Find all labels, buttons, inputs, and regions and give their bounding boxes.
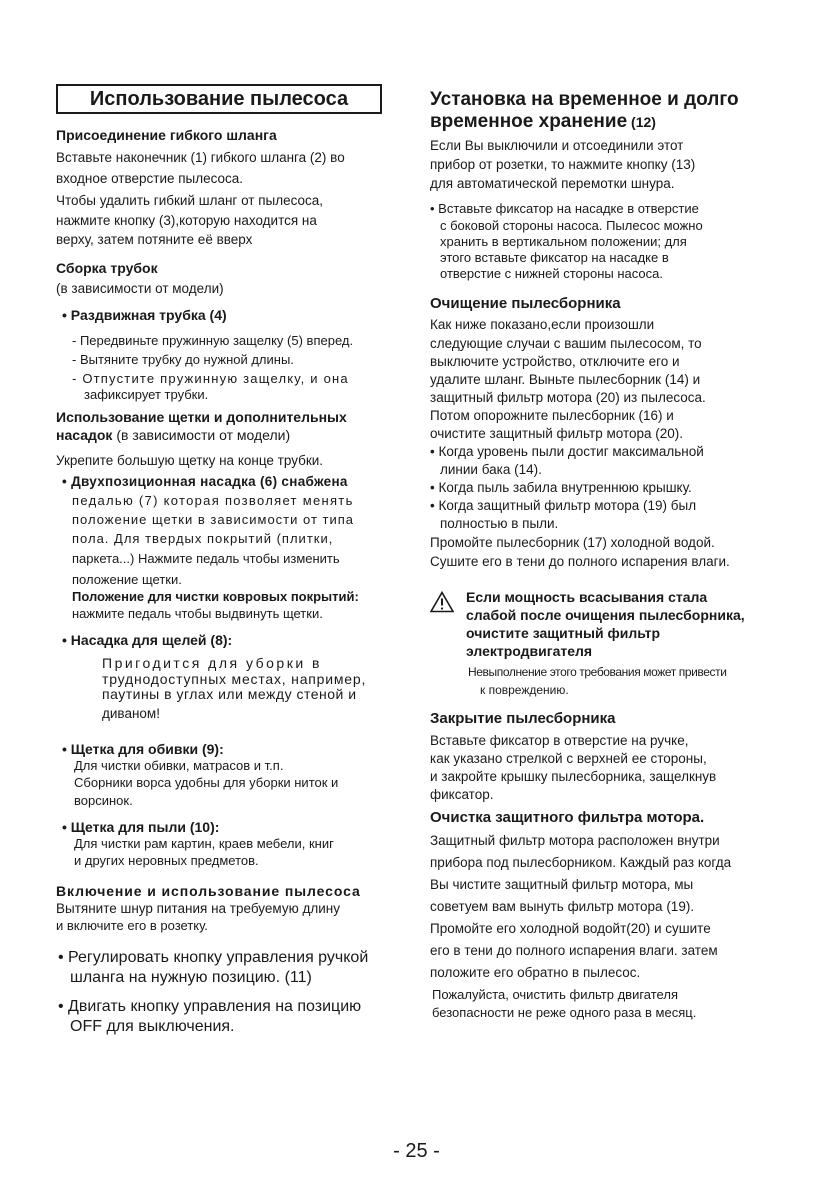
hose-line: Вставьте наконечник (1) гибкого шланга (2) во [56, 150, 345, 165]
dustbin-line: • Когда защитный фильтр мотора (19) был [430, 498, 697, 513]
tube-step: - Отпустите пружинную защелку, и она [72, 371, 349, 386]
carpet-position-title: Положение для чистки ковровых покрытий: [72, 589, 359, 604]
filter-line: его в тени до полного испарения влаги. затем [430, 943, 718, 958]
brush-heading-2 [56, 427, 290, 443]
warning-line: Если мощность всасывания стала [466, 589, 708, 605]
dust-brush-line: и других неровных предметов. [74, 853, 259, 868]
brush-line: паркета...) Нажмите педаль чтобы изменить [72, 551, 340, 566]
brush-intro: Укрепите большую щетку на конце трубки. [56, 453, 324, 468]
dustbin-line: Промойте пылесборник (17) холодной водой. [430, 535, 715, 550]
hose-line: нажмите кнопку (3),которую находится на [56, 213, 317, 228]
dustbin-line: удалите шланг. Выньте пылесборник (14) и [430, 372, 701, 387]
filter-line: Вы чистите защитный фильтр мотора, мы [430, 877, 694, 892]
brush-line: пола. Для твердых покрытий (плитки, [72, 531, 334, 546]
close-line: и закройте крышку пылесборника, защелкнув [430, 769, 717, 784]
tube-step: - Вытяните трубку до нужной длины. [72, 352, 294, 367]
filter-line: Промойте его холодной водойт(20) и сушите [430, 921, 711, 936]
storage-bullet: хранить в вертикальном положении; для [440, 234, 687, 249]
tube-step: - Передвиньте пружинную защелку (5) вперед. [72, 333, 354, 348]
dustbin-line: полностью в пыли. [440, 516, 559, 531]
storage-bullet: • Вставьте фиксатор на насадке в отверстие [430, 201, 699, 216]
brush-heading-rest: (в зависимости от модели) [112, 427, 291, 443]
upholstery-line: Для чистки обивки, матрасов и т.п. [74, 758, 284, 773]
dust-brush-line: Для чистки рам картин, краев мебели, книг [74, 836, 334, 851]
dustbin-line: • Когда уровень пыли достиг максимальной [430, 444, 704, 459]
warning-note: Невыполнение этого требования может привести [468, 665, 727, 679]
dustbin-cleaning-heading: Очищение пылесборника [430, 295, 621, 312]
brush-line: педалью (7) которая позволяет менять [72, 493, 354, 508]
crevice-tool-title: • Насадка для щелей (8): [62, 632, 233, 648]
storage-bullet: с боковой стороны насоса. Пылесос можно [440, 218, 703, 233]
filter-line: прибора под пылесборником. Каждый раз когда [430, 855, 732, 870]
brush-heading-bold: насадок [56, 427, 113, 443]
warning-icon [430, 591, 454, 613]
section-title-box: Использование пылесоса [56, 84, 382, 114]
tubes-subheading: (в зависимости от модели) [56, 281, 224, 296]
close-line: фиксатор. [430, 787, 494, 802]
regulate-line: • Регулировать кнопку управления ручкой [58, 949, 369, 966]
dustbin-line: выключите устройство, отключите его и [430, 354, 680, 369]
close-line: как указано стрелкой с верхней ее стороны, [430, 751, 707, 766]
hose-line: Чтобы удалить гибкий шланг от пылесоса, [56, 193, 324, 208]
storage-intro: для автоматической перемотки шнура. [430, 176, 675, 191]
dustbin-line: следующие случаи с вашим пылесосом, то [430, 336, 702, 351]
dustbin-line: Как ниже показано,если произошли [430, 317, 655, 332]
dust-brush-title: • Щетка для пыли (10): [62, 819, 220, 835]
switch-on-line: и включите его в розетку. [56, 918, 208, 933]
page-number: - 25 - [393, 1140, 440, 1162]
crevice-line: паутины в углах или между стеной и [102, 686, 357, 702]
off-line: • Двигать кнопку управления на позицию [58, 998, 362, 1015]
warning-line: очистите защитный фильтр [466, 625, 660, 641]
storage-title-text: временное хранение [430, 111, 628, 132]
tubes-heading: Сборка трубок [56, 260, 158, 276]
warning-line: электродвигателя [466, 643, 593, 659]
filter-cleaning-heading: Очистка защитного фильтра мотора. [430, 809, 705, 826]
crevice-line: диваном! [102, 706, 160, 721]
dustbin-line: Сушите его в тени до полного испарения влаги. [430, 554, 730, 569]
close-dustbin-heading: Закрытие пылесборника [430, 710, 616, 727]
storage-title-line2 [430, 111, 656, 133]
upholstery-line: ворсинок. [74, 793, 133, 808]
hose-line: верху, затем потяните её вверх [56, 232, 253, 247]
crevice-line: труднодоступных местах, например, [102, 671, 367, 687]
brush-line: нажмите педаль чтобы выдвинуть щетки. [72, 606, 323, 621]
switch-on-heading: Включение и использование пылесоса [56, 883, 361, 899]
storage-bullet: отверстие с нижней стороны насоса. [440, 266, 663, 281]
filter-line: Защитный фильтр мотора расположен внутри [430, 833, 720, 848]
dustbin-line: очистите защитный фильтр мотора (20). [430, 426, 684, 441]
upholstery-line: Сборники ворса удобны для уборки ниток и [74, 775, 339, 790]
dustbin-line: линии бака (14). [440, 462, 542, 477]
switch-on-line: Вытяните шнур питания на требуемую длину [56, 901, 340, 916]
crevice-line: Пригодится для уборки в [102, 655, 322, 671]
close-line: Вставьте фиксатор в отверстие на ручке, [430, 733, 689, 748]
two-position-brush-title: • Двухпозиционная насадка (6) снабжена [62, 474, 348, 489]
tube-step: зафиксирует трубки. [84, 387, 209, 402]
brush-heading: Использование щетки и дополнительных [56, 409, 347, 425]
final-note: Пожалуйста, очистить фильтр двигателя [432, 987, 678, 1002]
storage-intro: Если Вы выключили и отсоединили этот [430, 138, 684, 153]
off-line: OFF для выключения. [70, 1018, 235, 1035]
hose-heading: Присоединение гибкого шланга [56, 127, 277, 143]
brush-line: положение щетки в зависимости от типа [72, 512, 355, 527]
filter-line: советуем вам вынуть фильтр мотора (19). [430, 899, 695, 914]
final-note: безопасности не реже одного раза в месяц. [432, 1005, 697, 1020]
warning-line: слабой после очищения пылесборника, [466, 607, 745, 623]
regulate-line: шланга на нужную позицию. (11) [70, 969, 312, 986]
storage-title-num: (12) [627, 114, 656, 130]
dustbin-line: Потом опорожните пылесборник (16) и [430, 408, 674, 423]
storage-bullet: этого вставьте фиксатор на насадке в [440, 250, 669, 265]
dustbin-line: защитный фильтр мотора (20) из пылесоса. [430, 390, 706, 405]
dustbin-line: • Когда пыль забила внутреннюю крышку. [430, 480, 692, 495]
storage-intro: прибор от розетки, то нажмите кнопку (13) [430, 157, 696, 172]
warning-note: к повреждению. [480, 683, 569, 697]
storage-title-line1: Установка на временное и долго [430, 89, 739, 110]
telescopic-tube-title: • Раздвижная трубка (4) [62, 307, 227, 323]
filter-line: положите его обратно в пылесос. [430, 965, 641, 980]
brush-line: положение щетки. [72, 572, 182, 587]
upholstery-brush-title: • Щетка для обивки (9): [62, 741, 224, 757]
hose-line: входное отверстие пылесоса. [56, 171, 244, 186]
